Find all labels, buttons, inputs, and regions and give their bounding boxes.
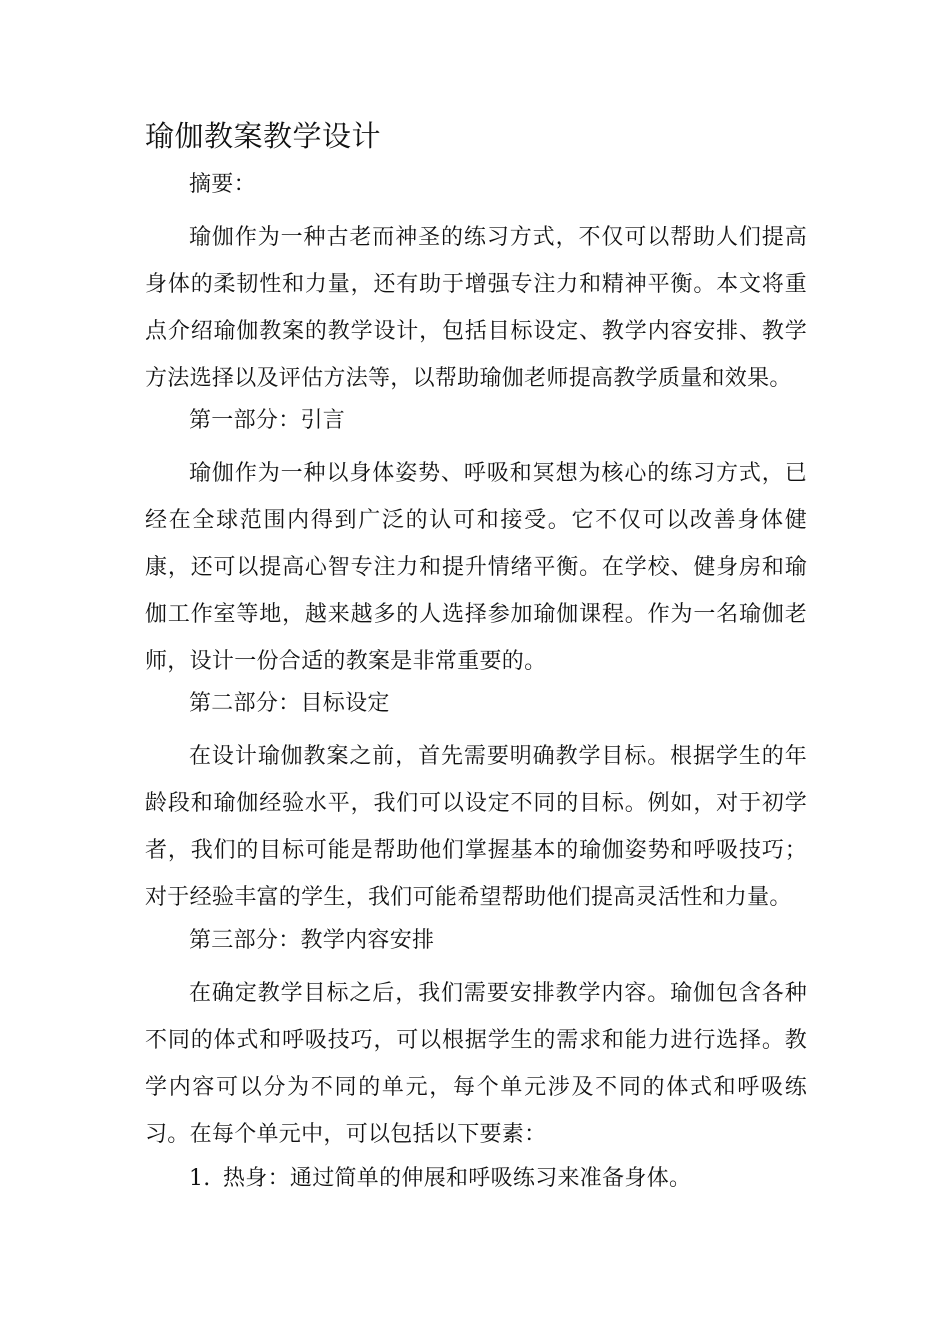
section-3-paragraph: 在确定教学目标之后，我们需要安排教学内容。瑜伽包含各种不同的体式和呼吸技巧，可以根据学生的需求和能力进行选择。教学内容可以分为不同的单元，每个单元涉及不同的体式和呼吸练习。在每个单元中，可以包括以下要素： [145,981,807,1147]
list-item-text: 热身：通过简单的伸展和呼吸练习来准备身体。 [223,1166,692,1191]
list-item [189,1155,807,1202]
section-3-heading: 第三部分：教学内容安排 [189,928,435,953]
section-2-paragraph: 在设计瑜伽教案之前，首先需要明确教学目标。根据学生的年龄段和瑜伽经验水平，我们可以设定不同的目标。例如，对于初学者，我们的目标可能是帮助他们掌握基本的瑜伽姿势和呼吸技巧；对于经验丰富的学生，我们可能希望帮助他们提高灵活性和力量。 [145,744,807,910]
document-title: 瑜伽教案教学设计 [145,119,382,153]
abstract-label: 摘要： [189,172,256,197]
section-2-heading: 第二部分：目标设定 [189,691,390,716]
abstract-paragraph: 瑜伽作为一种古老而神圣的练习方式，不仅可以帮助人们提高身体的柔韧性和力量，还有助于增强专注力和精神平衡。本文将重点介绍瑜伽教案的教学设计，包括目标设定、教学内容安排、教学方法选择以及评估方法等，以帮助瑜伽老师提高教学质量和效果。 [145,225,807,391]
section-1-paragraph: 瑜伽作为一种以身体姿势、呼吸和冥想为核心的练习方式，已经在全球范围内得到广泛的认可和接受。它不仅可以改善身体健康，还可以提高心智专注力和提升情绪平衡。在学校、健身房和瑜伽工作室等地，越来越多的人选择参加瑜伽课程。作为一名瑜伽老师，设计一份合适的教案是非常重要的。 [145,461,807,674]
list-item-number: 1. [189,1166,211,1191]
section-1-heading: 第一部分：引言 [189,408,346,433]
